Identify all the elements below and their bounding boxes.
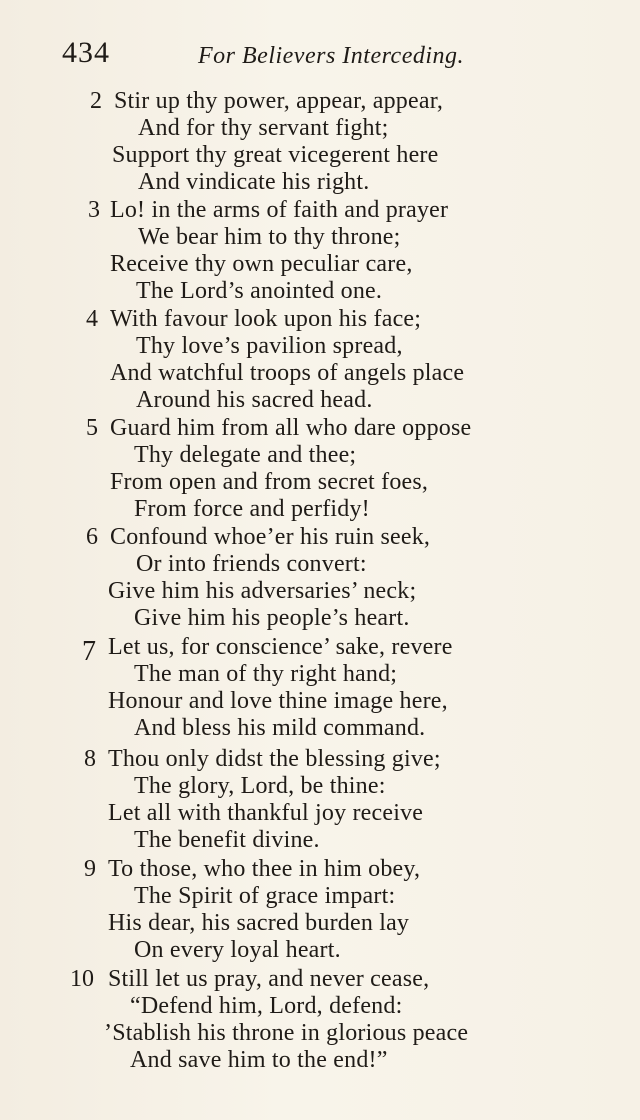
stanza-number: 3 (88, 197, 100, 223)
verse-line: And for thy servant fight; (138, 115, 389, 141)
verse-line: Guard him from all who dare oppose (110, 415, 472, 441)
verse-line: The Lord’s anointed one. (136, 278, 383, 304)
verse-line: The man of thy right hand; (134, 661, 398, 687)
stanza-number: 10 (70, 966, 94, 992)
stanza-number: 6 (86, 524, 98, 550)
verse-line: Or into friends convert: (136, 551, 367, 577)
running-head: For Believers Interceding. (198, 43, 465, 69)
verse-line: Lo! in the arms of faith and prayer (110, 197, 449, 223)
verse-line: The benefit divine. (134, 827, 320, 853)
stanza-number: 4 (86, 306, 98, 332)
verse-line: Around his sacred head. (136, 387, 373, 413)
verse-line: Still let us pray, and never cease, (108, 966, 430, 992)
stanza-number: 2 (90, 88, 102, 114)
stanza-number: 9 (84, 856, 96, 882)
verse-line: We bear him to thy throne; (138, 224, 401, 250)
verse-line: The Spirit of grace impart: (134, 883, 396, 909)
verse-line: The glory, Lord, be thine: (134, 773, 386, 799)
verse-line: From open and from secret foes, (110, 469, 429, 495)
verse-line: Confound whoe’er his ruin seek, (110, 524, 431, 550)
verse-line: Let all with thankful joy receive (108, 800, 424, 826)
verse-line: Let us, for conscience’ sake, revere (108, 634, 453, 660)
verse-line: Give him his people’s heart. (134, 605, 410, 631)
verse-line: Receive thy own peculiar care, (110, 251, 413, 277)
verse-line: Thou only didst the blessing give; (108, 746, 441, 772)
verse-line: And vindicate his right. (138, 169, 370, 195)
verse-line: Give him his adversaries’ neck; (108, 578, 417, 604)
verse-line: Support thy great vicegerent here (112, 142, 439, 168)
verse-line: Honour and love thine image here, (108, 688, 448, 714)
page-number: 434 (62, 36, 110, 69)
verse-line: And watchful troops of angels place (110, 360, 465, 386)
verse-line: “Defend him, Lord, defend: (130, 993, 403, 1019)
verse-line: Thy love’s pavilion spread, (136, 333, 403, 359)
verse-line: ’Stablish his throne in glorious peace (104, 1020, 469, 1046)
verse-line: Stir up thy power, appear, appear, (114, 88, 444, 114)
verse-line: With favour look upon his face; (110, 306, 422, 332)
verse-line: And bless his mild command. (134, 715, 426, 741)
verse-line: To those, who thee in him obey, (108, 856, 421, 882)
verse-line: On every loyal heart. (134, 937, 341, 963)
verse-line: His dear, his sacred burden lay (108, 910, 410, 936)
stanza-number: 5 (86, 415, 98, 441)
verse-line: From force and perfidy! (134, 496, 370, 522)
verse-line: And save him to the end!” (130, 1047, 388, 1073)
verse-line: Thy delegate and thee; (134, 442, 357, 468)
stanza-number: 8 (84, 746, 96, 772)
stanza-number: 7 (82, 636, 96, 667)
